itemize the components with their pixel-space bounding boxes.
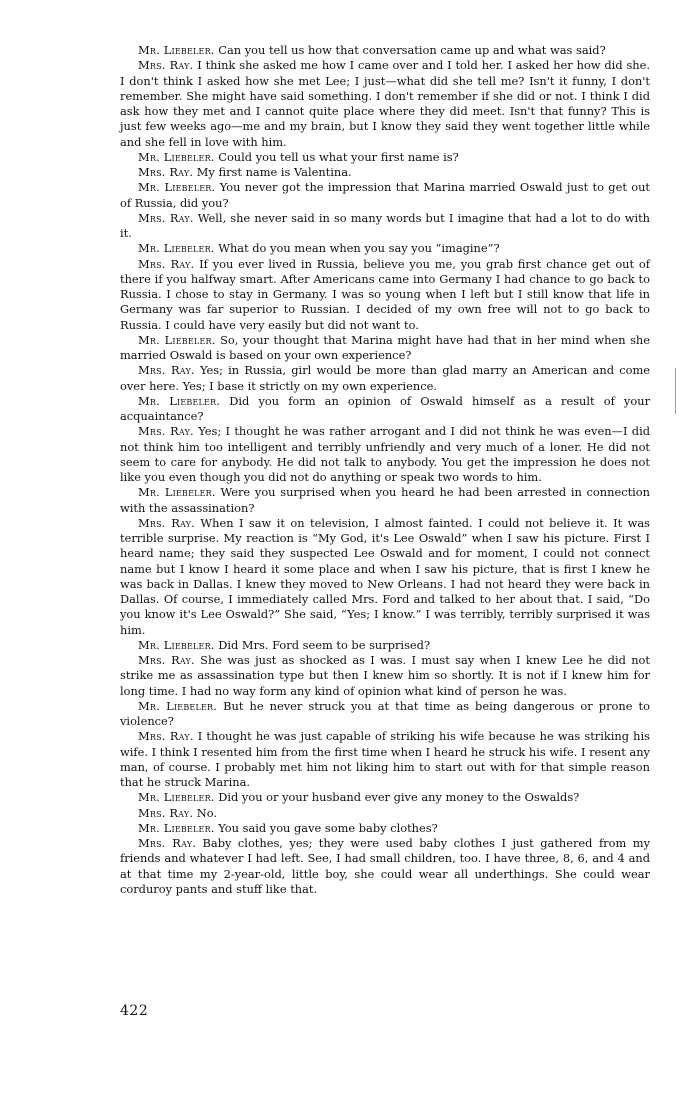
- speaker-name: Mr. Liebeler.: [138, 637, 215, 652]
- spoken-text: Yes; in Russia, girl would be more than glad marry an American and come over here. Yes; I base it strictly on my own experience.: [120, 363, 650, 393]
- dialogue-paragraph: [120, 790, 650, 805]
- dialogue-paragraph: [120, 241, 650, 256]
- dialogue-paragraph: [120, 699, 650, 730]
- dialogue-paragraph: [120, 424, 650, 485]
- speaker-name: Mrs. Ray.: [138, 805, 194, 820]
- speaker-name: Mrs. Ray.: [138, 58, 194, 73]
- speaker-name: Mr. Liebeler.: [138, 393, 221, 408]
- speaker-name: Mrs. Ray.: [138, 729, 194, 744]
- dialogue-paragraph: [120, 165, 650, 180]
- speaker-name: Mr. Liebeler.: [138, 790, 215, 805]
- spoken-text: Baby clothes, yes; they were used baby clothes I just gathered from my friends and whatever I had left. See, I had small children, too. I have three, 8, 6, and 4 and at that time my 2-year-old, little boy, she could wear all underthings. She could wear corduroy pants and stuff like that.: [120, 836, 650, 896]
- spoken-text: You never got the impression that Marina married Oswald just to get out of Russia, did you?: [120, 180, 651, 210]
- speaker-name: Mr. Liebeler.: [138, 241, 215, 256]
- speaker-name: Mr. Liebeler.: [138, 485, 216, 500]
- spoken-text: Could you tell us what your first name is?: [218, 149, 459, 164]
- speaker-name: Mr. Liebeler.: [138, 149, 215, 164]
- speaker-name: Mr. Liebeler.: [138, 820, 215, 835]
- speaker-name: Mrs. Ray.: [138, 165, 194, 179]
- dialogue-paragraph: [120, 836, 650, 897]
- dialogue-paragraph: [120, 257, 650, 333]
- spoken-text: Did you form an opinion of Oswald himself as a result of your acquaintance?: [120, 393, 651, 423]
- dialogue-paragraph: [120, 729, 650, 790]
- speaker-name: Mr. Liebeler.: [138, 332, 216, 347]
- spoken-text: Were you surprised when you heard he had been arrested in connection with the assassination?: [120, 485, 650, 515]
- speaker-name: Mrs. Ray.: [138, 836, 197, 850]
- page-number: 422: [120, 1003, 149, 1019]
- spoken-text: My first name is Valentina.: [196, 165, 352, 179]
- speaker-name: Mr. Liebeler.: [138, 180, 216, 195]
- spoken-text: You said you gave some baby clothes?: [218, 820, 438, 835]
- speaker-name: Mrs. Ray.: [138, 653, 195, 667]
- testimony-text: [120, 43, 650, 897]
- spoken-text: She was just as shocked as I was. I must say when I knew Lee he did not strike me as assassination type but then I knew him so shortly. It is not if I knew him for long time. I had no way form any kind of opinion what kind of person he was.: [120, 653, 650, 698]
- dialogue-paragraph: [120, 516, 650, 638]
- spoken-text: Yes; I thought he was rather arrogant and I did not think he was even—I did not think him too intelligent and terribly unfriendly and very much of a loner. He did not seem to care for anybody. He did not talk to anybody. You get the impression he does not like you even though you did not do anything or speak two words to him.: [120, 424, 651, 484]
- dialogue-paragraph: [120, 43, 650, 58]
- dialogue-paragraph: [120, 211, 650, 242]
- spoken-text: So, your thought that Marina might have had that in her mind when she married Oswald is based on your own experience?: [120, 332, 651, 362]
- dialogue-paragraph: [120, 363, 650, 394]
- dialogue-paragraph: [120, 485, 650, 516]
- speaker-name: Mrs. Ray.: [138, 424, 194, 439]
- speaker-name: Mrs. Ray.: [138, 515, 195, 530]
- spoken-text: When I saw it on television, I almost fainted. I could not believe it. It was terrible surprise. My reaction is “My God, it's Lee Oswald” when I saw his picture. First I heard name; they said they suspected Lee Oswald and for moment, I could not connect name but I know I heard it some place and when I saw his picture, that is first I knew he was back in Dallas. I knew they moved to New Orleans. I had not heard they were back in Dallas. Of course, I immediately called Mrs. Ford and talked to her about that. I said, “Do you know it's Lee Oswald?” She said, “Yes; I know.” I was terribly, terribly surprised it was him.: [120, 515, 651, 637]
- spoken-text: If you ever lived in Russia, believe you me, you grab first chance get out of there if you halfway smart. After Americans came into Germany I had chance to go back to Russia. I chose to stay in Germany. I was so young when I left but I still know that life in Germany was far superior to Russian. I decided of my own free will not to go back to Russia. I could have very easily but did not want to.: [120, 256, 650, 332]
- dialogue-paragraph: [120, 333, 650, 364]
- dialogue-paragraph: [120, 821, 650, 836]
- speaker-name: Mrs. Ray.: [138, 210, 194, 225]
- dialogue-paragraph: [120, 638, 650, 653]
- dialogue-paragraph: [120, 653, 650, 699]
- dialogue-paragraph: [120, 806, 650, 821]
- dialogue-paragraph: [120, 394, 650, 425]
- speaker-name: Mrs. Ray.: [138, 363, 195, 378]
- speaker-name: Mrs. Ray.: [138, 256, 195, 271]
- spoken-text: No.: [196, 805, 218, 820]
- speaker-name: Mr. Liebeler.: [138, 698, 218, 713]
- spoken-text: Well, she never said in so many words but I imagine that had a lot to do with it.: [120, 210, 650, 240]
- margin-mark: [675, 368, 676, 414]
- spoken-text: What do you mean when you say you “imagine”?: [218, 241, 500, 256]
- spoken-text: But he never struck you at that time as being dangerous or prone to violence?: [120, 698, 650, 728]
- dialogue-paragraph: [120, 150, 650, 165]
- speaker-name: Mr. Liebeler.: [138, 43, 215, 57]
- dialogue-paragraph: [120, 180, 650, 211]
- spoken-text: I think she asked me how I came over and I told her. I asked her how did she. I don't think I asked how she met Lee; I just—what did she tell me? Isn't it funny, I don't remember. She might have said something. I don't remember if she did or not. I think I did ask how they met and I cannot quite place where they did meet. Isn't that funny? This is just few weeks ago—me and my brain, but I know they said they went together little while and she fell in love with him.: [120, 58, 651, 149]
- spoken-text: Did Mrs. Ford seem to be surprised?: [218, 637, 431, 652]
- spoken-text: Did you or your husband ever give any money to the Oswalds?: [218, 790, 580, 805]
- dialogue-paragraph: [120, 58, 650, 150]
- spoken-text: Can you tell us how that conversation came up and what was said?: [218, 43, 606, 57]
- spoken-text: I thought he was just capable of striking his wife because he was striking his wife. I think I resented him from the first time when I heard he struck his wife. I resent any man, of course. I probably met him not liking him to start out with for that simple reason that he struck Marina.: [120, 729, 651, 789]
